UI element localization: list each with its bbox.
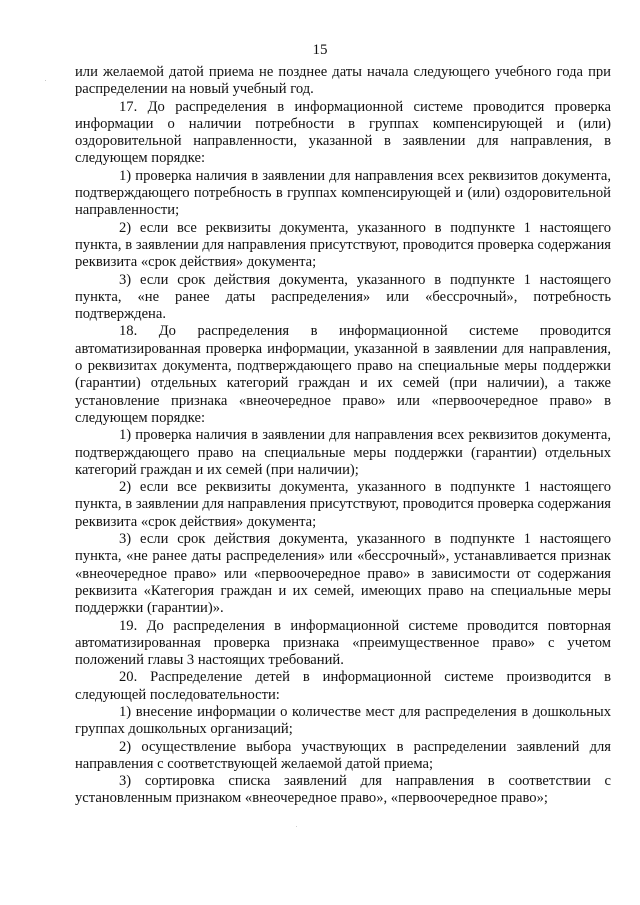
paragraph-18: 18. До распределения в информационной системе проводится автоматизированная проверка информации, указанной в заявлении для направления, о реквизитах документа, подтверждающего право на специальные меры поддержки (гарантии) отдельных категорий граждан и их семей (при наличии), а также установление признака «внеочередное право» или «первоочередное право» в следующем порядке: [75,323,611,426]
paragraph-17-item-1: 1) проверка наличия в заявлении для направления всех реквизитов документа, подтверждающего потребность в группах компенсирующей и (или) оздоровительной направленности; [75,167,611,219]
paragraph-19: 19. До распределения в информационной системе проводится повторная автоматизированная проверка признака «преимущественное право» с учетом положений главы 3 настоящих требований. [75,617,611,669]
page-number: 15 [312,42,328,58]
paragraph-18-item-1: 1) проверка наличия в заявлении для направления всех реквизитов документа, подтверждающего право на специальные меры поддержки (гарантии) отдельных категорий граждан и их семей (при наличии); [75,427,611,478]
margin-mark [45,80,46,81]
bottom-mark [296,826,297,827]
paragraph-20-item-2: 2) осуществление выбора участвующих в распределении заявлений для направления с соответствующей желаемой датой приема; [75,738,611,772]
document-body [75,64,611,808]
paragraph-20-item-1: 1) внесение информации о количестве мест для распределения в дошкольных группах дошкольных организаций; [75,703,611,738]
paragraph-20-item-3: 3) сортировка списка заявлений для направления в соответствии с установленным признаком «внеочередное право», «первоочередное право»; [75,773,611,807]
paragraph-20: 20. Распределение детей в информационной системе производится в следующей последовательности: [75,669,611,703]
paragraph-17: 17. До распределения в информационной системе проводится проверка информации о наличии потребности в группах компенсирующей и (или) оздоровительной направленности, указанной в заявлении для направления, в следующем порядке: [75,98,611,167]
paragraph-17-item-3: 3) если срок действия документа, указанного в подпункте 1 настоящего пункта, «не ранее даты распределения» или «бессрочный», потребность подтверждена. [75,271,611,323]
paragraph-18-item-3: 3) если срок действия документа, указанного в подпункте 1 настоящего пункта, «не ранее даты распределения» или «бессрочный», устанавливается признак «внеочередное право» или «первоочередное право» в зависимости от содержания реквизита «Категория граждан и их семей, имеющих право на специальные меры поддержки (гарантии)». [75,531,611,617]
paragraph-continuation: или желаемой датой приема не позднее даты начала следующего учебного года при распределении на новый учебный год. [75,64,611,98]
paragraph-18-item-2: 2) если все реквизиты документа, указанного в подпункте 1 настоящего пункта, в заявлении для направления присутствуют, проводится проверка содержания реквизита «срок действия» документа; [75,479,611,530]
paragraph-17-item-2: 2) если все реквизиты документа, указанного в подпункте 1 настоящего пункта, в заявлении для направления присутствуют, проводится проверка содержания реквизита «срок действия» документа; [75,219,611,271]
